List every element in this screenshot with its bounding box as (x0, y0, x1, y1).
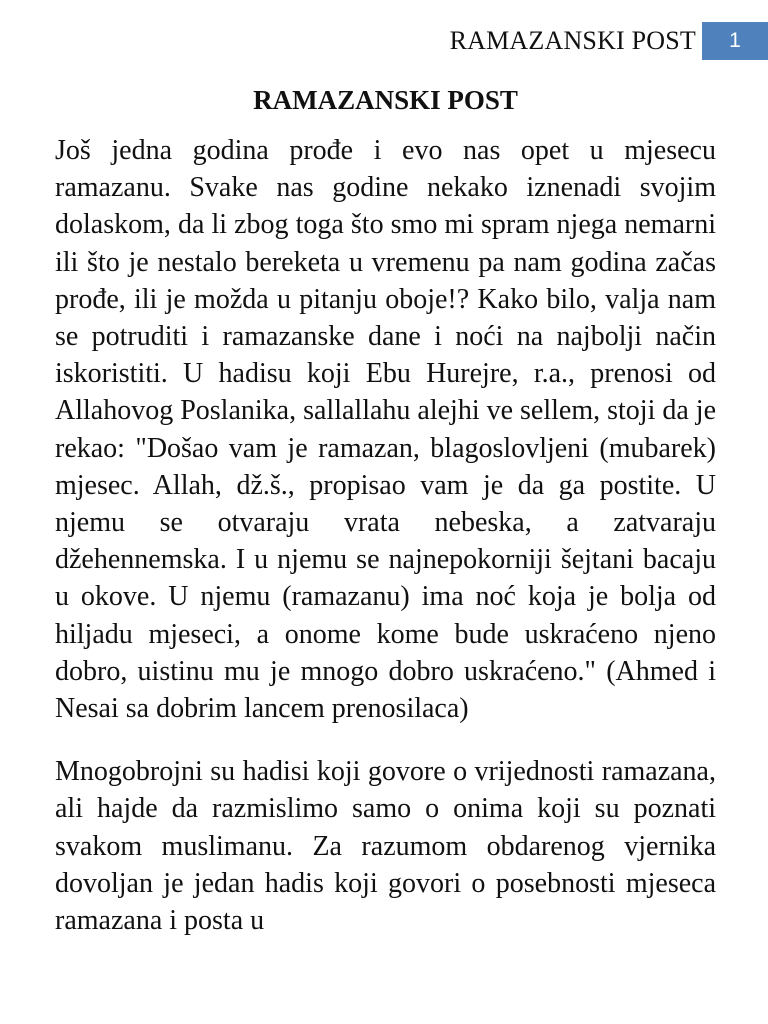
paragraph: Još jedna godina prođe i evo nas opet u mjesecu ramazanu. Svake nas godine nekako iznenadi svojim dolaskom, da li zbog toga što smo mi spram njega nemarni ili što je nestalo bereketa u vremenu pa nam godina začas prođe, ili je možda u pitanju oboje!? Kako bilo, valja nam se potruditi i ramazanske dane i noći na najbolji način iskoristiti. U hadisu koji Ebu Hurejre, r.a., prenosi od Allahovog Poslanika, sallallahu alejhi ve sellem, stoji da je rekao: "Došao vam je ramazan, blagoslovljeni (mubarek) mjesec. Allah, dž.š., propisao vam je da ga postite. U njemu se otvaraju vrata nebeska, a zatvaraju džehennemska. I u njemu se najnepokorniji šejtani bacaju u okove. U njemu (ramazanu) ima noć koja je bolja od hiljadu mjeseci, a onome kome bude uskraćeno njeno dobro, uistinu mu je mnogo dobro uskraćeno." (Ahmed i Nesai sa dobrim lancem prenosilaca) (55, 135, 716, 725)
page-number-badge: 1 (702, 22, 768, 60)
page-header (450, 22, 768, 60)
running-title: RAMAZANSKI POST (449, 26, 696, 55)
document-title: RAMAZANSKI POST (253, 85, 518, 115)
document-body (55, 82, 716, 939)
paragraph: Mnogobrojni su hadisi koji govore o vrijednosti ramazana, ali hajde da razmislimo samo o onima koji su poznati svakom muslimanu. Za razumom obdarenog vjernika dovoljan je jedan hadis koji govori o posebnosti mjeseca ramazana i posta u (55, 756, 716, 937)
